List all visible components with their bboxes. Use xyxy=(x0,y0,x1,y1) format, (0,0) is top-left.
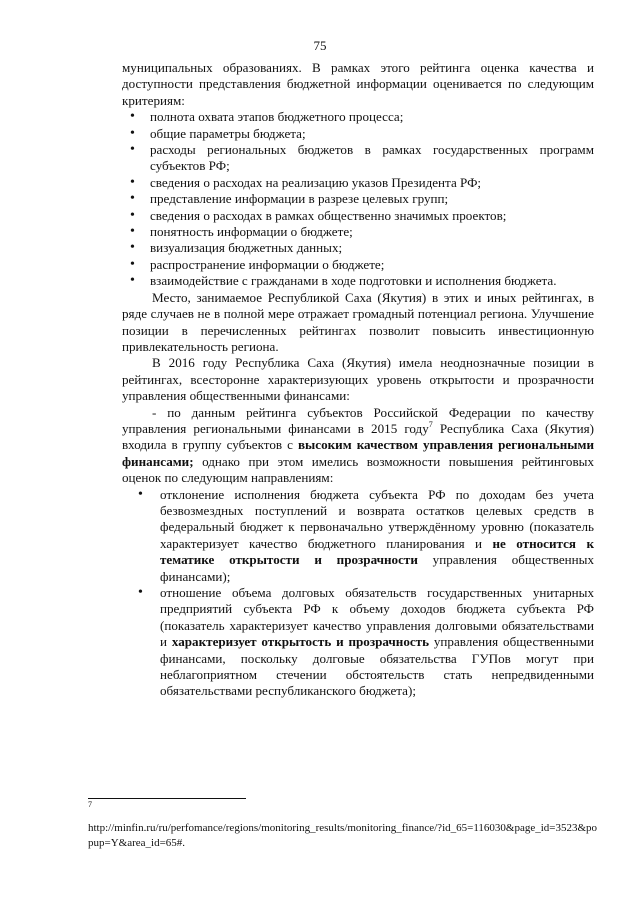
direction-text: отклонение исполнения бюджета субъекта РФ по доходам без учета безвозмездных поступлений и возврата остатков целевых средств в федеральный бюджет к первоначально утверждённому уровню (показатель характеризует качество бюджетного планирования и xyxy=(160,486,594,551)
criteria-item: • расходы региональных бюджетов в рамках государственных программ субъектов РФ; xyxy=(122,142,594,175)
criteria-item: • распространение информации о бюджете; xyxy=(122,257,594,273)
page-number: 75 xyxy=(313,38,327,53)
rating-paragraph xyxy=(122,405,594,487)
direction-bold-text: не относится к тематике открытости и прозрачности xyxy=(160,535,594,568)
criteria-item: • полнота охвата этапов бюджетного процесса; xyxy=(122,109,594,125)
direction-text: отношение объема долговых обязательств государственных унитарных предприятий субъекта РФ к объему доходов бюджета субъекта РФ (показатель характеризует качество управления долговыми обязательствами и xyxy=(160,585,594,650)
criteria-item: • визуализация бюджетных данных; xyxy=(122,240,594,256)
page-body xyxy=(122,60,594,700)
footnote-mark: 7 xyxy=(88,800,92,809)
direction-item xyxy=(122,487,594,585)
criteria-item: • сведения о расходах на реализацию указов Президента РФ; xyxy=(122,175,594,191)
rating-text-2: Республика Саха (Якутия) входила в группу субъектов с xyxy=(122,420,594,453)
intro-paragraph: муниципальных образованиях. В рамках этого рейтинга оценка качества и доступности представления бюджетной информации оценивается по следующим критериям: xyxy=(122,60,594,108)
direction-text: управления общественных финансами); xyxy=(160,552,594,584)
footnote-url[interactable]: http://minfin.ru/ru/perfomance/regions/monitoring_results/monitoring_finance/?id_65=116030&page_id=3523&popup=Y&area_id=65#. xyxy=(88,822,598,849)
directions-list xyxy=(122,487,594,700)
criteria-item: • сведения о расходах в рамках общественно значимых проектов; xyxy=(122,208,594,224)
criteria-item: • представление информации в разрезе целевых групп; xyxy=(122,191,594,207)
criteria-item: • понятность информации о бюджете; xyxy=(122,224,594,240)
footnote-separator xyxy=(88,798,246,799)
place-paragraph: Место, занимаемое Республикой Саха (Якутия) в этих и иных рейтингах, в ряде случаев не в полной мере отражает громадный потенциал региона. Улучшение позиции в перечисленных рейтингах позволит повысить инвестиционную привлекательность региона. xyxy=(122,289,594,354)
rating-text-1: - по данным рейтинга субъектов Российской Федерации по качеству управления региональными финансами в 2015 году xyxy=(122,404,594,436)
rating-text-3: однако при этом имелись возможности повышения рейтинговых оценок по следующим направлениям: xyxy=(122,453,594,486)
criteria-list xyxy=(122,109,594,289)
direction-bold-text: характеризует открытость и прозрачность xyxy=(171,634,430,650)
criteria-item: • общие параметры бюджета; xyxy=(122,126,594,142)
direction-item xyxy=(122,585,594,700)
criteria-item: • взаимодействие с гражданами в ходе подготовки и исполнения бюджета. xyxy=(122,273,594,289)
footnote-reference: 7 xyxy=(428,419,433,429)
rating-bold-text: высоким качеством управления региональными финансами; xyxy=(122,437,594,469)
direction-text: управления общественными финансами, поскольку долговые обязательства ГУПов могут при неблагоприятном стечении обстоятельств стать непредвиденными обязательствами республиканского бюджета); xyxy=(160,634,595,699)
paragraph-2016: В 2016 году Республика Саха (Якутия) имела неоднозначные позиции в рейтингах, всесторонне характеризующих уровень открытости и прозрачности управления общественными финансами: xyxy=(122,355,594,404)
